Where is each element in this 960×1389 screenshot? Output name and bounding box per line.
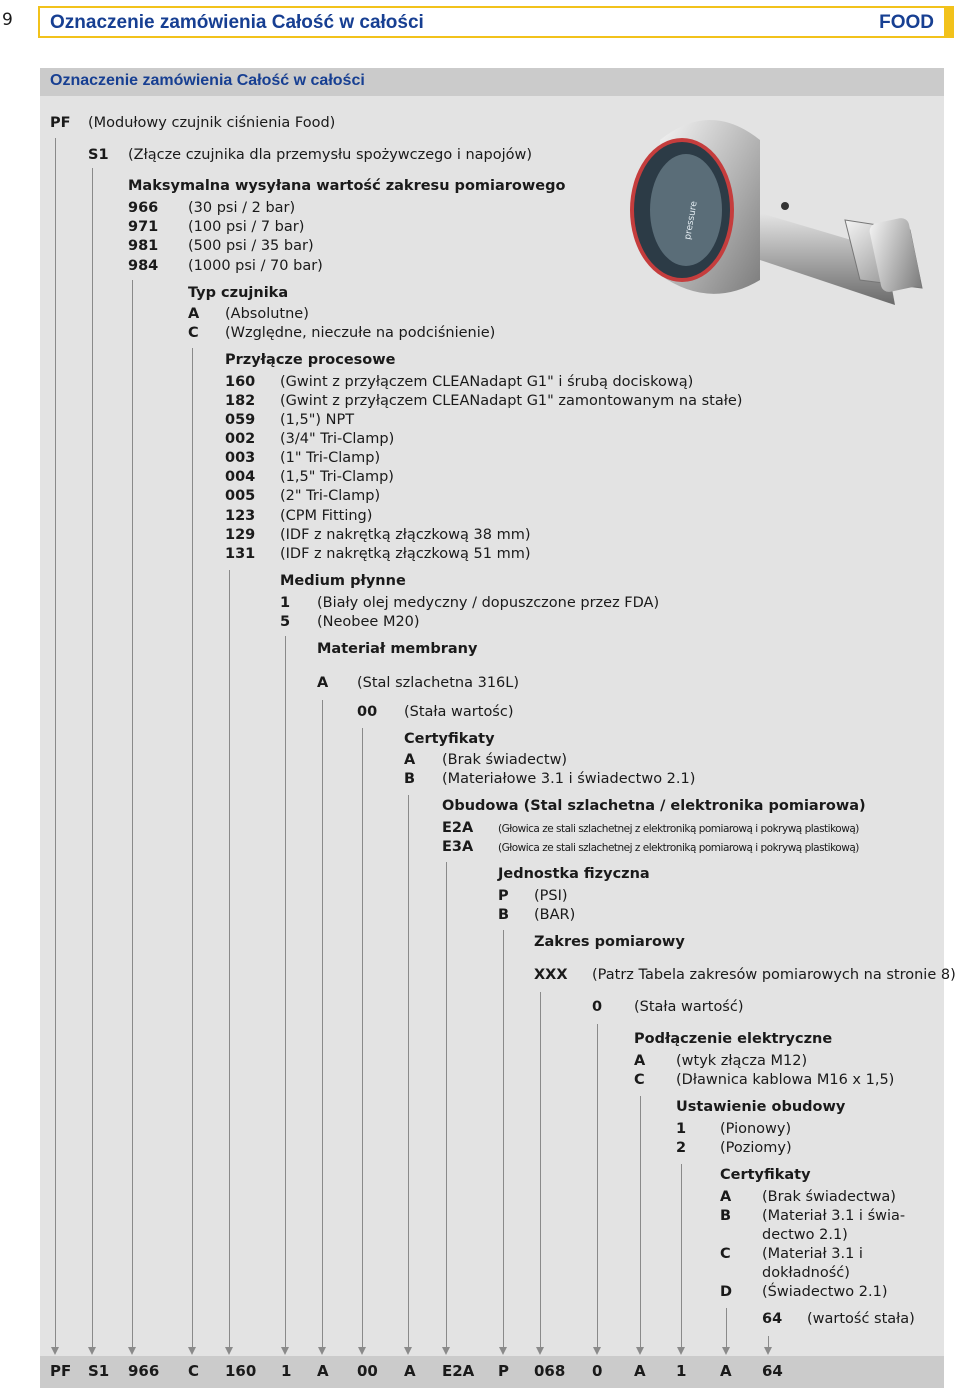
option-code: 971 [128,219,159,235]
option-text: (BAR) [534,907,576,923]
option-code: 131 [225,546,256,562]
option-code: 1 [280,595,291,611]
option-code: PF [50,115,71,131]
panel-header-label: Oznaczenie zamówienia Całość w całości [50,72,365,89]
page-title: Oznaczenie zamówienia Całość w całości [50,12,424,33]
option-text: (Neobee M20) [317,614,420,630]
option-text: (Materiałowe 3.1 i świadectwo 2.1) [442,771,696,787]
group-heading: Przyłącze procesowe [225,352,396,368]
option-text: (PSI) [534,888,568,904]
option-text: (Stała wartośc) [404,704,514,720]
option-code: A [317,675,329,691]
guide-arrow [499,1347,507,1355]
option-code: 005 [225,488,256,504]
group-heading: Jednostka fizyczna [498,866,650,882]
guide-arrow [404,1347,412,1355]
option-code: A [720,1189,732,1205]
option-code: B [404,771,416,787]
option-text: (Głowica ze stali szlachetnej z elektroniką pomiarową i pokrywą plastikową) [498,842,859,854]
group-heading: Podłączenie elektryczne [634,1031,833,1047]
option-code: 00 [357,704,378,720]
option-code: 129 [225,527,256,543]
option-code: 002 [225,431,256,447]
option-code: A [188,306,200,322]
guide-line [92,168,93,1348]
option-code: 5 [280,614,291,630]
guide-arrow [51,1347,59,1355]
option-code: E3A [442,839,474,855]
group-heading: Typ czujnika [188,285,289,301]
order-code-cell: 966 [128,1362,160,1380]
option-code: A [404,752,416,768]
option-text: (Gwint z przyłączem CLEANadapt G1" zamontowanym na stałe) [280,393,743,409]
option-code: B [498,907,510,923]
order-code-cell: 64 [762,1362,783,1380]
order-code-cell: 160 [225,1362,257,1380]
guide-line [362,728,363,1348]
guide-arrow [128,1347,136,1355]
guide-arrow [442,1347,450,1355]
guide-arrow [536,1347,544,1355]
option-text: (IDF z nakrętką złączkową 51 mm) [280,546,531,562]
option-code: 1 [676,1121,687,1137]
group-heading: Medium płynne [280,573,406,589]
order-code-cell: PF [50,1362,72,1380]
option-text: (Absolutne) [225,306,309,322]
option-text: (Głowica ze stali szlachetnej z elektroniką pomiarową i pokrywą plastikową) [498,823,859,835]
option-text: (IDF z nakrętką złączkową 38 mm) [280,527,531,543]
option-text: (3/4" Tri-Clamp) [280,431,395,447]
option-code: 64 [762,1311,783,1327]
option-text: dokładność) [762,1265,850,1281]
guide-line [446,862,447,1348]
guide-line [640,1096,641,1348]
option-code: B [720,1208,732,1224]
option-code: C [634,1072,645,1088]
option-text: (Materiał 3.1 i świa- [762,1208,906,1224]
option-code: 160 [225,374,256,390]
option-text: (wtyk złącza M12) [676,1053,808,1069]
option-text: (Brak świadectwa) [762,1189,896,1205]
order-code-cell: 068 [534,1362,566,1380]
guide-arrow [593,1347,601,1355]
option-text: (Dławnica kablowa M16 x 1,5) [676,1072,895,1088]
option-code: 003 [225,450,256,466]
guide-line [681,1164,682,1348]
guide-arrow [764,1347,772,1355]
option-code: 966 [128,200,159,216]
guide-arrow [188,1347,196,1355]
order-code-cell: 0 [592,1362,603,1380]
option-text: (2" Tri-Clamp) [280,488,381,504]
group-heading: Certyfikaty [404,731,495,747]
option-code: 123 [225,508,256,524]
option-code: E2A [442,820,474,836]
option-text: (CPM Fitting) [280,508,373,524]
guide-line [285,636,286,1348]
order-code-cell: A [634,1362,646,1380]
order-code-cell: A [720,1362,732,1380]
option-code: 0 [592,999,603,1015]
option-text: (Biały olej medyczny / dopuszczone przez FDA) [317,595,660,611]
group-heading: Certyfikaty [720,1167,811,1183]
option-text: (1,5" Tri-Clamp) [280,469,394,485]
option-text: (Brak świadectw) [442,752,568,768]
panel-header [40,68,944,96]
order-code-cell: P [498,1362,509,1380]
group-heading: Obudowa (Stal szlachetna / elektronika pomiarowa) [442,798,866,814]
option-text: dectwo 2.1) [762,1227,848,1243]
order-code-cell: A [317,1362,329,1380]
option-text: (Pionowy) [720,1121,792,1137]
option-code: XXX [534,967,568,983]
option-code: C [720,1246,731,1262]
guide-arrow [358,1347,366,1355]
option-text: (Gwint z przyłączem CLEANadapt G1" i śrubą dociskową) [280,374,694,390]
page-number: 9 [2,10,13,30]
guide-line [322,700,323,1348]
option-code: C [188,325,199,341]
option-text: (Poziomy) [720,1140,792,1156]
option-text: (Patrz Tabela zakresów pomiarowych na stronie 8) [592,967,956,983]
guide-line [540,992,541,1348]
guide-line [132,280,133,1348]
order-code-example-strip [40,1356,944,1388]
guide-line [597,1024,598,1348]
guide-arrow [722,1347,730,1355]
guide-line [726,1308,727,1348]
page-title-bar [38,6,952,38]
guide-arrow [636,1347,644,1355]
guide-arrow [281,1347,289,1355]
order-code-cell: 1 [676,1362,687,1380]
pressure-sensor-image [620,110,930,340]
order-code-cell: A [404,1362,416,1380]
option-code: 182 [225,393,256,409]
group-heading: Ustawienie obudowy [676,1099,846,1115]
order-code-cell: C [188,1362,200,1380]
title-accent-tab [944,6,954,38]
group-heading: Materiał membrany [317,641,478,657]
option-code: P [498,888,509,904]
guide-arrow [318,1347,326,1355]
guide-line [55,138,56,1348]
option-text: (wartość stała) [807,1311,915,1327]
order-code-cell: 00 [357,1362,378,1380]
guide-arrow [677,1347,685,1355]
option-code: 059 [225,412,256,428]
guide-line [503,930,504,1348]
option-code: 004 [225,469,256,485]
option-text: (Złącze czujnika dla przemysłu spożywczego i napojów) [128,147,533,163]
order-code-cell: 1 [281,1362,292,1380]
option-text: (1,5") NPT [280,412,355,428]
option-text: (1000 psi / 70 bar) [188,258,323,274]
option-text: (30 psi / 2 bar) [188,200,296,216]
guide-line [229,570,230,1348]
guide-line [408,795,409,1348]
option-text: (100 psi / 7 bar) [188,219,305,235]
option-text: (1" Tri-Clamp) [280,450,381,466]
guide-line [192,348,193,1348]
option-text: (Modułowy czujnik ciśnienia Food) [88,115,336,131]
option-text: (500 psi / 35 bar) [188,238,314,254]
option-code: D [720,1284,733,1300]
group-heading: Maksymalna wysyłana wartość zakresu pomiarowego [128,178,566,194]
option-text: (Stal szlachetna 316L) [357,675,520,691]
option-code: 984 [128,258,159,274]
option-code: A [634,1053,646,1069]
option-text: (Stała wartość) [634,999,744,1015]
option-code: S1 [88,147,109,163]
svg-text:pressure: pressure [683,200,700,241]
section-tag: FOOD [879,12,934,33]
order-code-cell: E2A [442,1362,475,1380]
option-text: (Względne, nieczułe na podciśnienie) [225,325,496,341]
option-code: 981 [128,238,159,254]
guide-arrow [225,1347,233,1355]
option-text: (Materiał 3.1 i [762,1246,863,1262]
order-code-cell: S1 [88,1362,110,1380]
option-code: 2 [676,1140,687,1156]
guide-arrow [88,1347,96,1355]
option-text: (Świadectwo 2.1) [762,1284,888,1300]
group-heading: Zakres pomiarowy [534,934,685,950]
